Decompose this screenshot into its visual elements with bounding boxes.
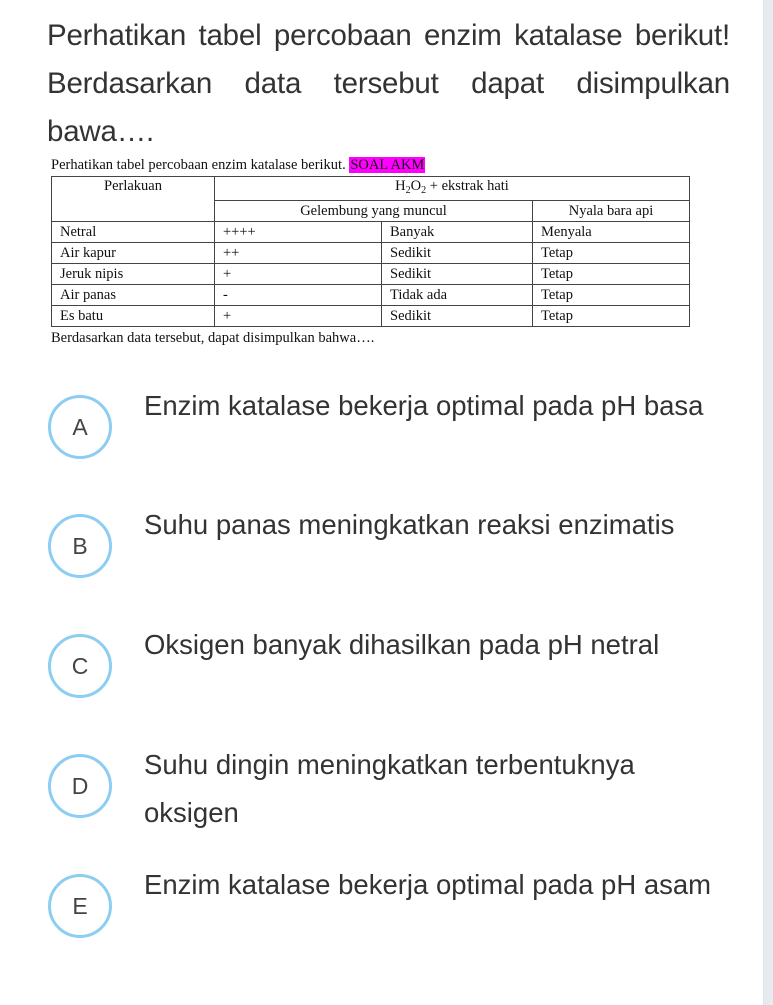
table-header-row	[52, 177, 690, 201]
scrollbar-track[interactable]	[763, 0, 773, 1005]
cell-gelembung: Banyak	[382, 222, 533, 243]
cell-nyala: Tetap	[533, 243, 690, 264]
option-b-circle[interactable]: B	[48, 514, 112, 578]
option-b[interactable]	[48, 509, 748, 624]
table-row	[52, 306, 690, 327]
figure-caption-text: Perhatikan tabel percobaan enzim katalase berikut.	[51, 157, 346, 173]
option-d-text[interactable]: Suhu dingin meningkatkan terbentuknya oksigen	[144, 749, 635, 828]
header-nyala: Nyala bara api	[533, 201, 690, 222]
figure-footer: Berdasarkan data tersebut, dapat disimpulkan bahwa….	[51, 330, 375, 346]
cell-perlakuan: Jeruk nipis	[52, 264, 215, 285]
option-e-text[interactable]: Enzim katalase bekerja optimal pada pH asam	[144, 869, 712, 900]
table-row	[52, 243, 690, 264]
option-a-text[interactable]: Enzim katalase bekerja optimal pada pH basa	[144, 390, 704, 421]
cell-simbol: +	[215, 264, 382, 285]
cell-nyala: Tetap	[533, 285, 690, 306]
h2o2-sub2: 2	[421, 185, 427, 196]
question-figure	[48, 155, 693, 348]
header-perlakuan: Perlakuan	[52, 177, 215, 222]
h2o2-suffix: + ekstrak hati	[429, 178, 509, 194]
option-d-circle[interactable]: D	[48, 754, 112, 818]
cell-gelembung: Sedikit	[382, 243, 533, 264]
option-d[interactable]	[48, 749, 748, 864]
cell-nyala: Tetap	[533, 306, 690, 327]
table-row	[52, 285, 690, 306]
cell-gelembung: Sedikit	[382, 306, 533, 327]
table-row	[52, 222, 690, 243]
soal-akm-tag: SOAL AKM	[350, 157, 425, 173]
cell-nyala: Menyala	[533, 222, 690, 243]
header-h2o2	[215, 177, 690, 201]
option-c-text[interactable]: Oksigen banyak dihasilkan pada pH netral	[144, 629, 660, 660]
h2o2-sub1: 2	[405, 185, 411, 196]
h2o2-o: O	[410, 178, 422, 194]
h2o2-h: H	[395, 178, 406, 194]
option-e[interactable]	[48, 869, 748, 984]
option-b-text[interactable]: Suhu panas meningkatkan reaksi enzimatis	[144, 509, 675, 540]
cell-perlakuan: Es batu	[52, 306, 215, 327]
option-c-circle[interactable]: C	[48, 634, 112, 698]
cell-simbol: +	[215, 306, 382, 327]
header-gelembung: Gelembung yang muncul	[215, 201, 533, 222]
experiment-table	[51, 176, 690, 327]
question-text: Perhatikan tabel percobaan enzim katalase berikut! Berdasarkan data tersebut dapat disimpulkan bawa….	[47, 19, 730, 148]
option-a[interactable]	[48, 390, 748, 505]
cell-perlakuan: Air kapur	[52, 243, 215, 264]
cell-gelembung: Sedikit	[382, 264, 533, 285]
cell-nyala: Tetap	[533, 264, 690, 285]
cell-perlakuan: Netral	[52, 222, 215, 243]
option-a-circle[interactable]: A	[48, 395, 112, 459]
cell-simbol: -	[215, 285, 382, 306]
cell-simbol: ++++	[215, 222, 382, 243]
option-e-circle[interactable]: E	[48, 874, 112, 938]
cell-perlakuan: Air panas	[52, 285, 215, 306]
figure-caption	[51, 155, 693, 176]
option-c[interactable]	[48, 629, 748, 744]
cell-gelembung: Tidak ada	[382, 285, 533, 306]
cell-simbol: ++	[215, 243, 382, 264]
table-row	[52, 264, 690, 285]
